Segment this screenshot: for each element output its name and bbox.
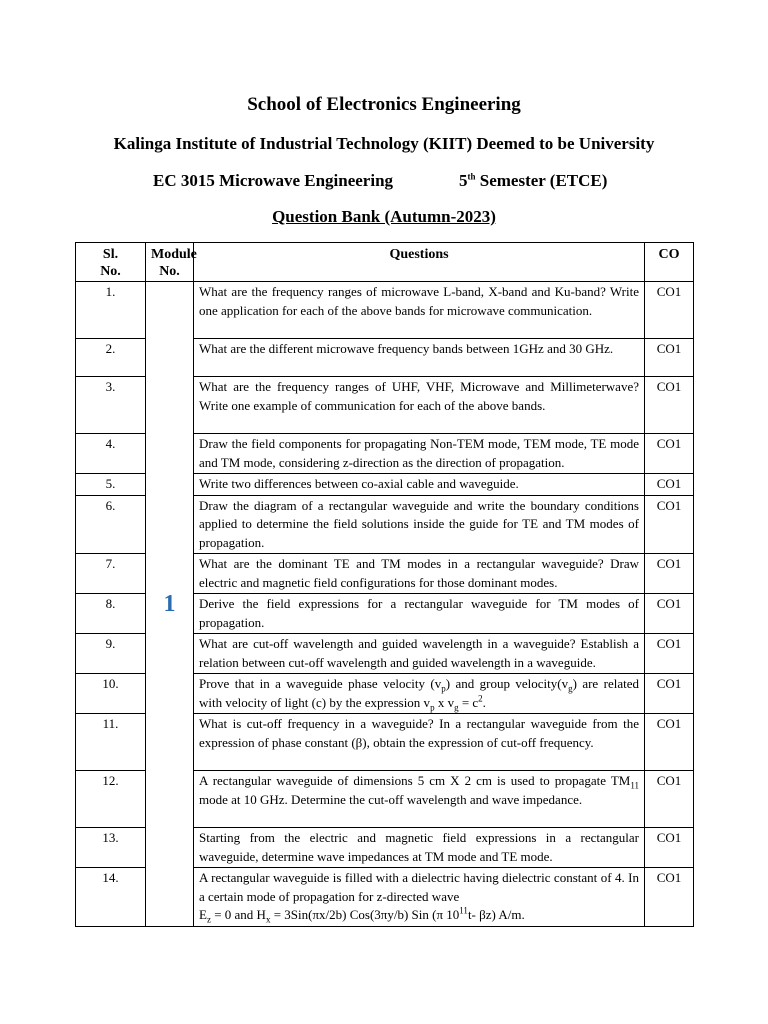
sl-no: 13.	[76, 828, 146, 868]
sl-no: 8.	[76, 594, 146, 634]
co-value: CO1	[645, 674, 694, 714]
course-name: EC 3015 Microwave Engineering	[153, 171, 394, 190]
question-text: Draw the diagram of a rectangular waveguide and write the boundary conditions applied to determine the field solutions inside the guide for TE and TM modes of propagation.	[194, 495, 645, 554]
co-value: CO1	[645, 868, 694, 927]
table-header-row	[76, 243, 694, 282]
question-text: Draw the field components for propagating Non-TEM mode, TEM mode, TE mode and TM mode, considering z-direction as the direction of propagation.	[194, 434, 645, 474]
question-text: A rectangular waveguide is filled with a dielectric having dielectric constant of 4. In a certain mode of propagation for z-directed wave $E_z = 0$ and $H_x = 3Sin(\pi x/2b)$ Cos(3πy/b) Sin (π $10^{11}t-$ βz) A/m.	[194, 868, 645, 927]
module-number: 1	[146, 282, 194, 927]
co-value: CO1	[645, 634, 694, 674]
question-text: What is cut-off frequency in a waveguide? In a rectangular waveguide from the expression of phase constant (β), obtain the expression of cut-off frequency.	[194, 714, 645, 771]
question-table	[75, 242, 694, 927]
sl-no: 12.	[76, 771, 146, 828]
co-value: CO1	[645, 828, 694, 868]
col-co: CO	[645, 243, 694, 282]
table-row	[76, 282, 694, 339]
sl-no: 11.	[76, 714, 146, 771]
sl-no: 2.	[76, 339, 146, 377]
co-value: CO1	[645, 377, 694, 434]
sl-no: 4.	[76, 434, 146, 474]
col-questions: Questions	[194, 243, 645, 282]
question-text: What are the dominant TE and TM modes in a rectangular waveguide? Draw electric and magnetic field configurations for those dominant modes.	[194, 554, 645, 594]
sl-no: 3.	[76, 377, 146, 434]
question-text: What are the frequency ranges of UHF, VHF, Microwave and Millimeterwave? Write one example of communication for each of the above bands.	[194, 377, 645, 434]
semester: 5th Semester (ETCE)	[459, 171, 608, 190]
co-value: CO1	[645, 495, 694, 554]
sl-no: 10.	[76, 674, 146, 714]
sl-no: 5.	[76, 474, 146, 496]
school-title: School of Electronics Engineering	[247, 94, 521, 115]
col-sl-no: Sl. No.	[76, 243, 146, 282]
question-text: Derive the field expressions for a rectangular waveguide for TM modes of propagation.	[194, 594, 645, 634]
sl-no: 6.	[76, 495, 146, 554]
question-text: Starting from the electric and magnetic field expressions in a rectangular waveguide, determine wave impedances at TM mode and TE mode.	[194, 828, 645, 868]
sl-no: 1.	[76, 282, 146, 339]
sl-no: 9.	[76, 634, 146, 674]
col-module-no: Module No.	[146, 243, 194, 282]
question-text: What are cut-off wavelength and guided wavelength in a waveguide? Establish a relation between cut-off wavelength and guided wavelength in a waveguide.	[194, 634, 645, 674]
question-text: Prove that in a waveguide phase velocity $(v_p)$ and group $velocity(v_g)$ are related with velocity of light (c) by the expression $v_p$ x $v_g = c^2$.	[194, 674, 645, 714]
co-value: CO1	[645, 474, 694, 496]
co-value: CO1	[645, 771, 694, 828]
question-bank-title: Question Bank (Autumn-2023)	[272, 207, 496, 226]
co-value: CO1	[645, 594, 694, 634]
co-value: CO1	[645, 339, 694, 377]
question-text: A rectangular waveguide of dimensions 5 cm X 2 cm is used to propagate $TM_{11}$ mode at 10 GHz. Determine the cut-off wavelength and wave impedance.	[194, 771, 645, 828]
question-text: Write two differences between co-axial cable and waveguide.	[194, 474, 645, 496]
co-value: CO1	[645, 554, 694, 594]
co-value: CO1	[645, 434, 694, 474]
sl-no: 7.	[76, 554, 146, 594]
question-text: What are the different microwave frequency bands between 1GHz and 30 GHz.	[194, 339, 645, 377]
university-title: Kalinga Institute of Industrial Technology (KIIT) Deemed to be University	[113, 134, 655, 153]
co-value: CO1	[645, 714, 694, 771]
sl-no: 14.	[76, 868, 146, 927]
co-value: CO1	[645, 282, 694, 339]
question-text: What are the frequency ranges of microwave L-band, X-band and Ku-band? Write one application for each of the above bands for microwave communication.	[194, 282, 645, 339]
